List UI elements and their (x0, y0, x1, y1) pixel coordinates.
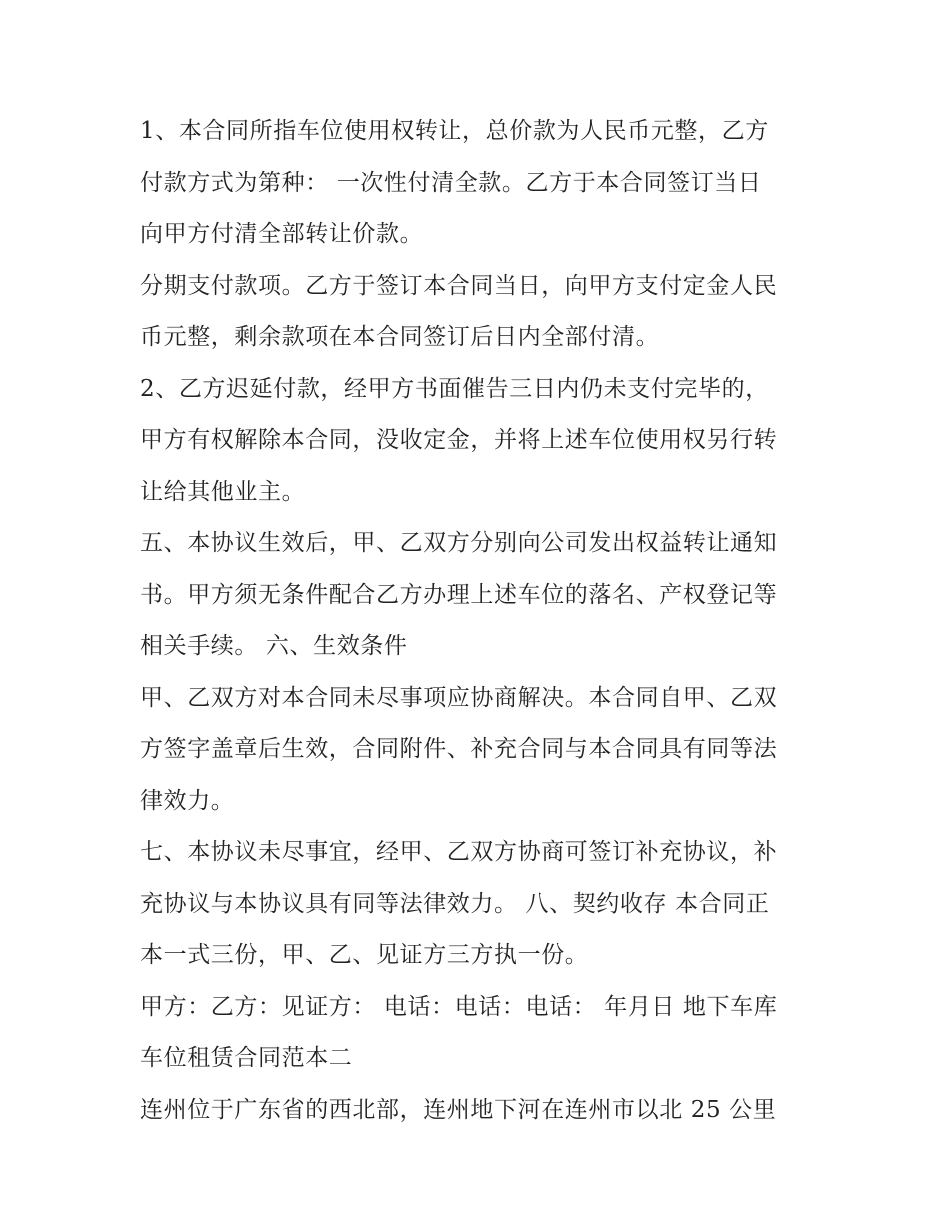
text-line: 五、本协议生效后，甲、乙双方分别向公司发出权益转让通知 (140, 530, 778, 556)
text-line: 2、乙方迟延付款，经甲方书面催告三日内仍未支付完毕的， (140, 375, 769, 402)
text-line: 充协议与本协议具有同等法律效力。 八、契约收存 本合同正 (140, 890, 770, 917)
text-line: 相关手续。 六、生效条件 (140, 633, 408, 659)
text-line: 币元整，剩余款项在本合同签订后日内全部付清。 (140, 324, 660, 350)
text-line: 律效力。 (140, 787, 235, 814)
text-line: 方签字盖章后生效，合同附件、补充合同与本合同具有同等法 (140, 736, 778, 762)
document-body (140, 109, 820, 1139)
text-line: 分期支付款项。乙方于签订本合同当日，向甲方支付定金人民 (140, 272, 778, 299)
text-line: 1、本合同所指车位使用权转让，总价款为人民币元整，乙方 (140, 118, 769, 144)
text-line: 付款方式为第种： 一次性付清全款。乙方于本合同签订当日 (140, 169, 762, 196)
text-line: 向甲方付清全部转让价款。 (140, 221, 424, 247)
text-line: 甲、乙双方对本合同未尽事项应协商解决。本合同自甲、乙双 (140, 684, 778, 711)
text-line: 车位租赁合同范本二 (140, 1045, 353, 1071)
text-line: 连州位于广东省的西北部，连州地下河在连州市以北 25 公里 (140, 1096, 777, 1123)
text-line: 让给其他业主。 (140, 478, 306, 505)
text-line: 甲方：乙方：见证方： 电话：电话：电话： 年月日 地下车库 (140, 993, 778, 1020)
text-line: 本一式三份，甲、乙、见证方三方执一份。 (140, 942, 589, 968)
text-line: 书。甲方须无条件配合乙方办理上述车位的落名、产权登记等 (140, 581, 778, 608)
text-line: 七、本协议未尽事宜，经甲、乙双方协商可签订补充协议，补 (140, 839, 778, 865)
text-line: 甲方有权解除本合同，没收定金，并将上述车位使用权另行转 (140, 427, 778, 453)
